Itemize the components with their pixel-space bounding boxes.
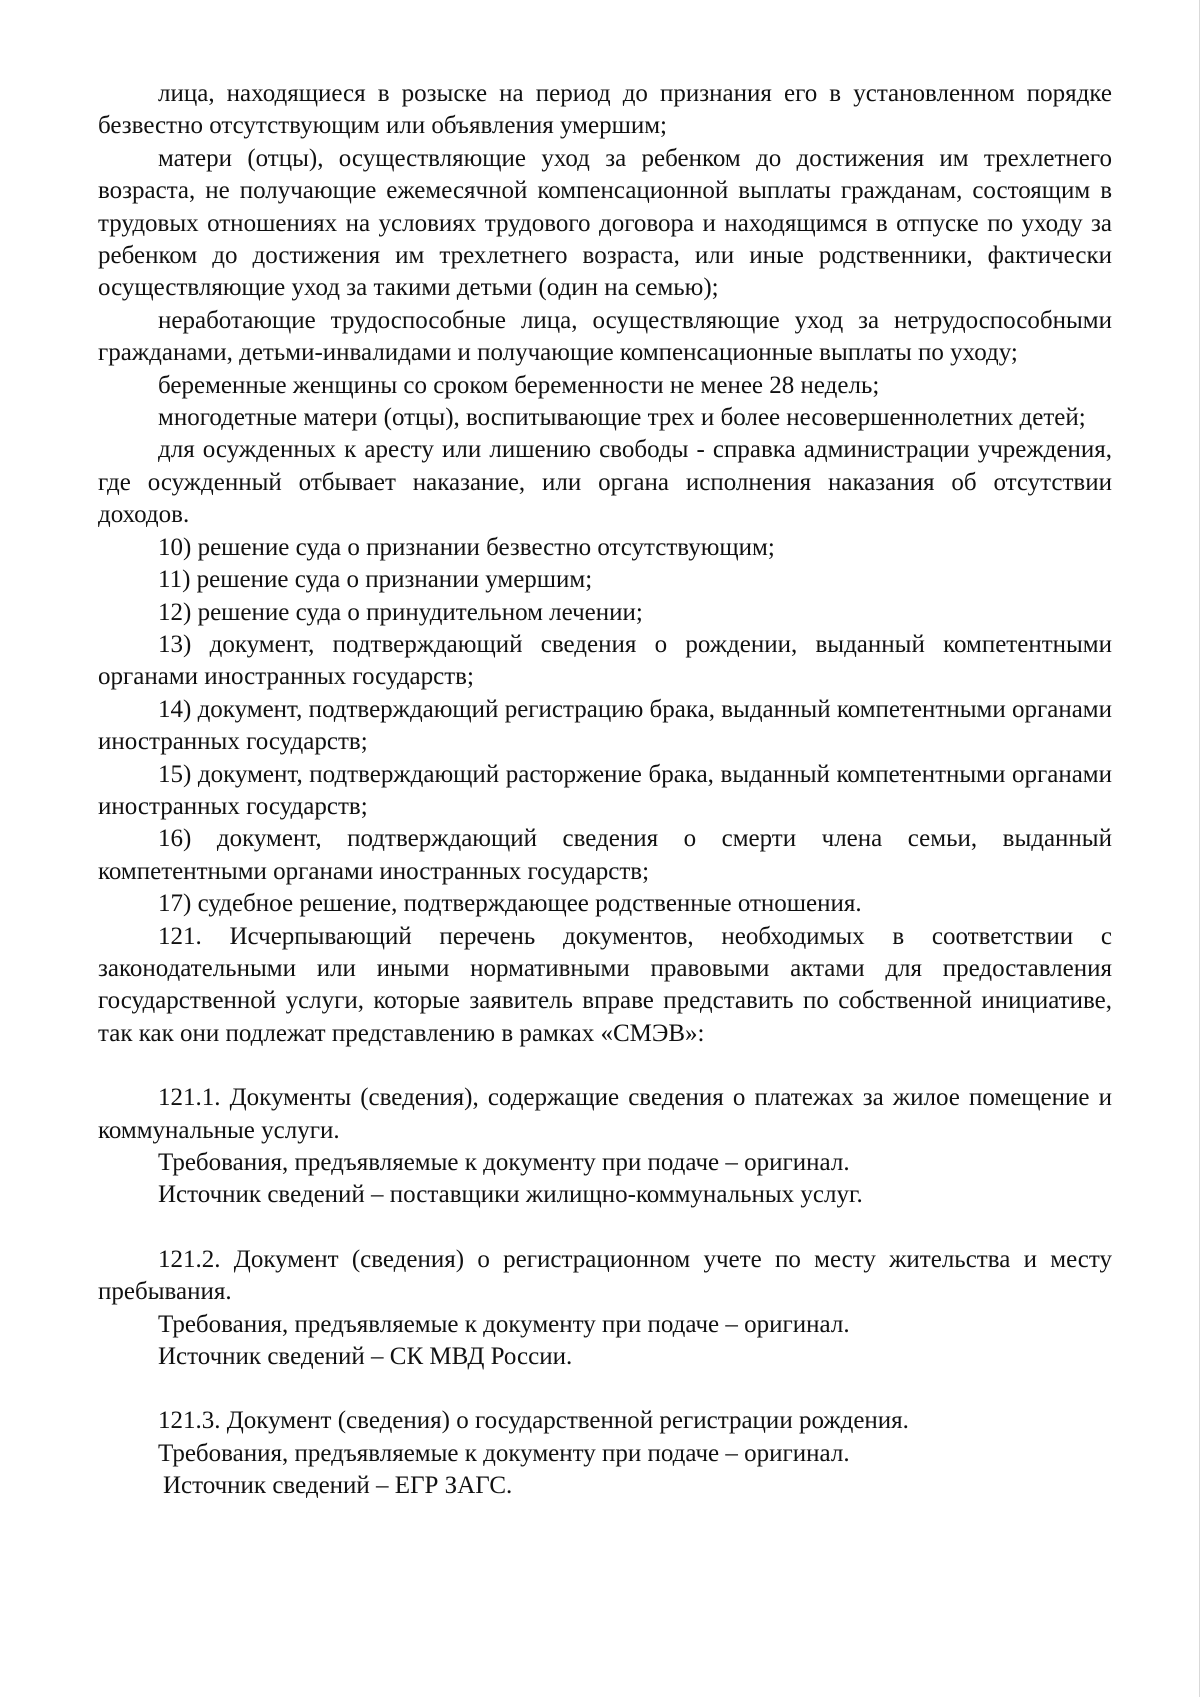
section-121-3: 121.3. Документ (сведения) о государственной регистрации рождения. xyxy=(158,1407,909,1435)
list-item-15: 15) документ, подтверждающий расторжение брака, выданный компетентными органами иностранных государств; xyxy=(98,760,1112,820)
list-item-17: 17) судебное решение, подтверждающее родственные отношения. xyxy=(158,890,862,918)
section-121-3-requirements: Требования, предъявляемые к документу при подаче – оригинал. xyxy=(158,1439,850,1467)
list-item-12: 12) решение суда о принудительном лечении; xyxy=(158,598,643,626)
paragraph-convicted-certificate: для осужденных к аресту или лишению свободы - справка администрации учреждения, где осужденный отбывает наказание, или органа исполнения наказания об отсутствии доходов. xyxy=(98,436,1112,529)
spacer xyxy=(98,1212,1112,1244)
paragraph-pregnant-women: беременные женщины со сроком беременности не менее 28 недель; xyxy=(158,371,880,399)
list-item-13: 13) документ, подтверждающий сведения о рождении, выданный компетентными органами иностранных государств; xyxy=(98,630,1112,691)
section-121-3-source: Источник сведений – ЕГР ЗАГС. xyxy=(163,1472,513,1500)
spacer xyxy=(98,1050,1112,1082)
paragraph-mothers-fathers-care: матери (отцы), осуществляющие уход за ребенком до достижения им трехлетнего возраста, не получающие ежемесячной компенсационной выплаты гражданам, состоящим в трудовых отношениях на условиях трудового договора и находящимся в отпуске по уходу за ребенком до достижения им трехлетнего возраста, или иные родственники, фактически осуществляющие уход за такими детьми (один на семью); xyxy=(98,144,1112,302)
section-121-2: 121.2. Документ (сведения) о регистрационном учете по месту жительства и месту пребывания. xyxy=(98,1245,1112,1306)
section-121-1: 121.1. Документы (сведения), содержащие сведения о платежах за жилое помещение и коммунальные услуги. xyxy=(98,1084,1112,1144)
spacer xyxy=(98,1373,1112,1405)
document-body xyxy=(98,78,1112,1503)
paragraph-wanted-persons: лица, находящиеся в розыске на период до признания его в установленном порядке безвестно отсутствующим или объявления умершим; xyxy=(98,80,1112,140)
list-item-14: 14) документ, подтверждающий регистрацию брака, выданный компетентными органами иностранных государств; xyxy=(98,695,1112,756)
section-121-2-source: Источник сведений – СК МВД России. xyxy=(158,1343,573,1371)
section-121: 121. Исчерпывающий перечень документов, необходимых в соответствии с законодательными или иными нормативными правовыми актами для предоставления государственной услуги, которые заявитель вправе представить по собственной инициативе, так как они подлежат представлению в рамках «СМЭВ»: xyxy=(98,922,1112,1047)
section-121-2-requirements: Требования, предъявляемые к документу при подаче – оригинал. xyxy=(158,1310,850,1338)
paragraph-unemployed-caregivers: неработающие трудоспособные лица, осуществляющие уход за нетрудоспособными гражданами, детьми-инвалидами и получающие компенсационные выплаты по уходу; xyxy=(98,306,1112,367)
list-item-16: 16) документ, подтверждающий сведения о смерти члена семьи, выданный компетентными органами иностранных государств; xyxy=(98,825,1112,885)
section-121-1-requirements: Требования, предъявляемые к документу при подаче – оригинал. xyxy=(158,1149,850,1176)
list-item-11: 11) решение суда о признании умершим; xyxy=(158,566,593,594)
section-121-1-source: Источник сведений – поставщики жилищно-коммунальных услуг. xyxy=(158,1181,863,1209)
paragraph-large-families: многодетные матери (отцы), воспитывающие трех и более несовершеннолетних детей; xyxy=(158,404,1086,432)
list-item-10: 10) решение суда о признании безвестно отсутствующим; xyxy=(158,533,775,561)
